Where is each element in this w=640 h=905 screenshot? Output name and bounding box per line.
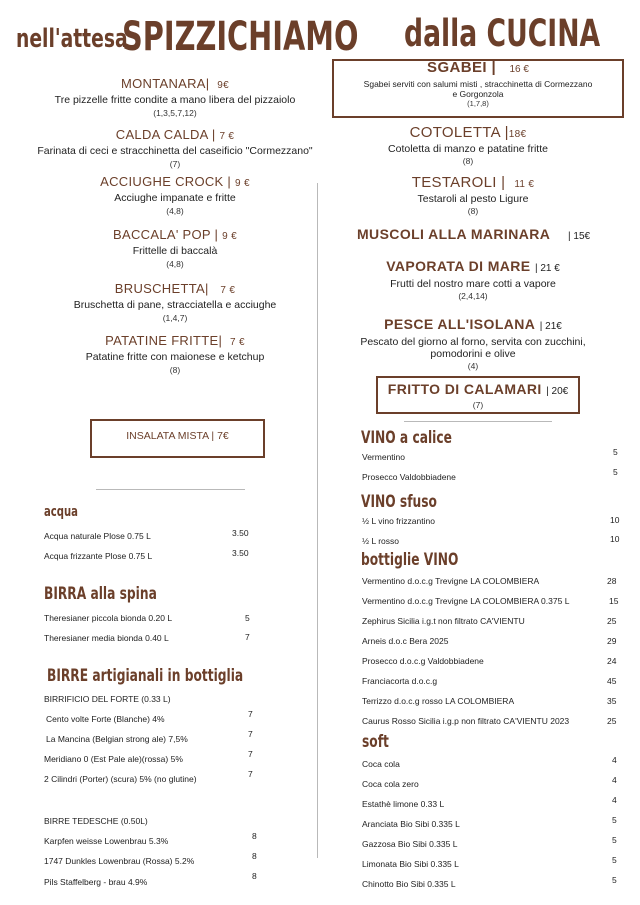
item-title [0, 174, 350, 189]
menu-item-bruschetta [0, 281, 350, 323]
birre-art-row: Cento volte Forte (Blanche) 4% [46, 714, 165, 724]
acqua-price: 3.50 [232, 528, 249, 538]
item-price: 11 € [514, 179, 535, 190]
soft-row: Estathè limone 0.33 L [362, 799, 445, 809]
bottiglie-title: bottiglie VINO [361, 550, 459, 570]
soft-price: 4 [612, 795, 617, 805]
birre-art-row: Meridiano 0 (Est Pale ale)(rossa) 5% [44, 754, 183, 764]
item-desc-2: pomodorini e olive [430, 348, 516, 360]
bottiglie-row: Vermentino d.o.c.g Trevigne LA COLOMBIERA 0.375 L [362, 596, 570, 606]
birre-art-price: 7 [248, 769, 253, 779]
item-title [0, 127, 350, 142]
bottiglie-price: 25 [607, 716, 617, 726]
bottiglie-row: Franciacorta d.o.c.g [362, 676, 438, 686]
item-desc: Bruschetta di pane, stracciatella e acciughe [73, 299, 277, 311]
sgabei-name: SGABEI | [427, 59, 497, 76]
calamari-name: FRITTO DI CALAMARI [387, 381, 542, 397]
waiting-label: nell'attesa [16, 24, 128, 54]
birra-spina-price: 5 [245, 613, 250, 623]
item-title [0, 76, 350, 91]
bottiglie-price: 15 [609, 596, 619, 606]
birre-tedesche-subtitle: BIRRE TEDESCHE (0.50L) [44, 816, 148, 826]
bottiglie-row: Arneis d.o.c Bera 2025 [362, 636, 449, 646]
menu-item-muscoli [357, 226, 590, 244]
vino-calice-row: Prosecco Valdobbiadene [362, 472, 456, 482]
item-allergens: (8) [169, 365, 181, 375]
item-title [0, 281, 350, 296]
sgabei-allergens: (1,7,8) [467, 99, 489, 108]
menu-item-acciughe [0, 174, 350, 216]
sgabei-box [332, 59, 624, 118]
item-name: COTOLETTA | [409, 124, 509, 141]
soft-price: 5 [612, 815, 617, 825]
item-price: 7 € [230, 337, 245, 348]
sgabei-desc: Sgabei serviti con salumi misti , stracchinetta di Cormezzano [363, 79, 593, 89]
bottiglie-price: 28 [607, 576, 617, 586]
item-price: | 15€ [568, 231, 591, 242]
birre-art-row: La Mancina (Belgian strong ale) 7,5% [46, 734, 188, 744]
item-name: PATATINE FRITTE| [105, 333, 223, 348]
item-name: ACCIUGHE CROCK | [100, 174, 232, 189]
item-desc: Frutti del nostro mare cotti a vapore [390, 278, 556, 290]
left-title: SPIZZICHIAMO [122, 14, 359, 60]
bottiglie-row: Caurus Rosso Sicilia i.g.p non filtrato CA'VIENTU 2023 [362, 716, 570, 726]
item-desc: Farinata di ceci e stracchinetta del caseificio "Cormezzano" [37, 145, 313, 157]
soft-price: 5 [612, 875, 617, 885]
item-title [318, 174, 628, 191]
menu-item-testaroli [318, 174, 628, 216]
item-allergens: (2,4,14) [458, 291, 488, 301]
item-title [318, 316, 628, 334]
item-price: | 21 € [534, 263, 560, 274]
bottiglie-row: Zephirus Sicilia i.g.t non filtrato CA'VIENTU [362, 616, 525, 626]
item-desc: Pescato del giorno al forno, servita con zucchini, [360, 336, 586, 348]
item-desc: Tre pizzelle fritte condite a mano libera del pizzaiolo [54, 94, 296, 106]
sgabei-title [334, 59, 622, 77]
item-price: | 21€ [539, 321, 562, 332]
item-title [0, 227, 350, 242]
birre-tedesche-row: Karpfen weisse Lowenbrau 5.3% [44, 836, 169, 846]
bottiglie-price: 29 [607, 636, 617, 646]
item-name: BACCALA' POP | [113, 227, 219, 242]
menu-item-calda-calda [0, 127, 350, 169]
item-allergens: (4) [467, 361, 479, 371]
calamari-price: | 20€ [546, 386, 569, 397]
item-title [0, 333, 350, 348]
calamari-allergens: (7) [472, 400, 484, 410]
item-price: 18€ [508, 129, 527, 140]
menu-item-patatine [0, 333, 350, 375]
item-desc: Frittelle di baccalà [132, 245, 218, 257]
birre-art-title: BIRRE artigianali in bottiglia [47, 666, 244, 686]
birre-tedesche-price: 8 [252, 871, 257, 881]
right-title: dalla CUCINA [404, 12, 601, 55]
item-title [318, 124, 618, 141]
calamari-title [378, 381, 578, 399]
soft-price: 4 [612, 755, 617, 765]
insalata-label: INSALATA MISTA | 7€ [126, 430, 229, 442]
bottiglie-row: Prosecco d.o.c.g Valdobbiadene [362, 656, 484, 666]
soft-row: Coca cola zero [362, 779, 419, 789]
item-price: 9 € [235, 178, 250, 189]
item-name: MUSCOLI ALLA MARINARA [357, 226, 551, 242]
bottiglie-row: Terrizzo d.o.c.g rosso LA COLOMBIERA [362, 696, 515, 706]
vino-sfuso-title: VINO sfuso [361, 492, 437, 512]
menu-item-cotoletta [318, 124, 618, 166]
acqua-row: Acqua naturale Plose 0.75 L [44, 531, 151, 541]
sgabei-price: 16 € [509, 64, 529, 75]
soft-row: Chinotto Bio Sibi 0.335 L [362, 879, 456, 889]
menu-item-pesce [318, 316, 628, 371]
item-desc: Patatine fritte con maionese e ketchup [85, 351, 265, 363]
soft-price: 5 [612, 835, 617, 845]
acqua-title: acqua [44, 504, 78, 520]
vino-sfuso-price: 10 [610, 534, 620, 544]
item-name: BRUSCHETTA| [114, 281, 209, 296]
item-title [318, 258, 628, 276]
birre-art-row: 2 Cilindri (Porter) (scura) 5% (no glutine) [44, 774, 197, 784]
item-desc: Acciughe impanate e fritte [114, 192, 236, 204]
item-allergens: (8) [462, 156, 474, 166]
menu-item-montanara [0, 76, 350, 118]
item-allergens: (8) [467, 206, 479, 216]
item-allergens: (7) [169, 159, 181, 169]
bottiglie-price: 24 [607, 656, 617, 666]
menu-item-vaporata [318, 258, 628, 301]
calamari-box [376, 376, 580, 414]
birra-spina-row: Theresianer media bionda 0.40 L [44, 633, 169, 643]
item-name: PESCE ALL'ISOLANA [384, 316, 536, 332]
soft-row: Gazzosa Bio Sibi 0.335 L [362, 839, 458, 849]
right-rule [404, 421, 552, 422]
birre-art-price: 7 [248, 749, 253, 759]
soft-row: Limonata Bio Sibi 0.335 L [362, 859, 459, 869]
bottiglie-price: 25 [607, 616, 617, 626]
item-name: VAPORATA DI MARE [386, 258, 531, 274]
acqua-price: 3.50 [232, 548, 249, 558]
acqua-row: Acqua frizzante Plose 0.75 L [44, 551, 153, 561]
vino-calice-price: 5 [613, 447, 618, 457]
birre-tedesche-row: Pils Staffelberg - brau 4.9% [44, 877, 148, 887]
birre-tedesche-price: 8 [252, 851, 257, 861]
birre-tedesche-row: 1747 Dunkles Lowenbrau (Rossa) 5.2% [44, 856, 195, 866]
item-name: MONTANARA| [120, 76, 210, 91]
soft-row: Aranciata Bio Sibi 0.335 L [362, 819, 460, 829]
item-allergens: (1,3,5,7,12) [153, 108, 197, 118]
soft-title: soft [362, 732, 389, 752]
item-allergens: (4,8) [166, 206, 184, 216]
birra-spina-title: BIRRA alla spina [44, 584, 157, 604]
bottiglie-row: Vermentino d.o.c.g Trevigne LA COLOMBIERA [362, 576, 540, 586]
left-rule [96, 489, 245, 490]
soft-price: 4 [612, 775, 617, 785]
birra-spina-row: Theresianer piccola bionda 0.20 L [44, 613, 173, 623]
insalata-box [90, 419, 265, 458]
birre-art-subtitle: BIRRIFICIO DEL FORTE (0.33 L) [44, 694, 171, 704]
item-desc: Cotoletta di manzo e patatine fritte [388, 143, 548, 155]
bottiglie-price: 45 [607, 676, 617, 686]
soft-row: Coca cola [362, 759, 400, 769]
item-price: 9€ [217, 80, 230, 91]
vino-calice-row: Vermentino [362, 452, 405, 462]
birre-art-price: 7 [248, 729, 253, 739]
birre-tedesche-price: 8 [252, 831, 257, 841]
birre-art-price: 7 [248, 709, 253, 719]
vino-calice-title: VINO a calice [361, 428, 452, 448]
item-price: 7 € [219, 131, 235, 142]
birra-spina-price: 7 [245, 632, 250, 642]
soft-price: 5 [612, 855, 617, 865]
item-allergens: (1,4,7) [162, 313, 188, 323]
item-name: TESTAROLI | [411, 174, 506, 191]
menu-item-baccala [0, 227, 350, 269]
vino-sfuso-price: 10 [610, 515, 620, 525]
item-allergens: (4,8) [166, 259, 184, 269]
sgabei-desc-2: e Gorgonzola [452, 89, 504, 99]
vino-sfuso-row: ½ L vino frizzantino [362, 516, 435, 526]
item-price: 9 € [222, 231, 237, 242]
item-price: 7 € [220, 285, 236, 296]
vino-calice-price: 5 [613, 467, 618, 477]
bottiglie-price: 35 [607, 696, 617, 706]
item-name: CALDA CALDA | [115, 127, 216, 142]
item-desc: Testaroli al pesto Ligure [417, 193, 529, 205]
vino-sfuso-row: ½ L rosso [362, 536, 400, 546]
